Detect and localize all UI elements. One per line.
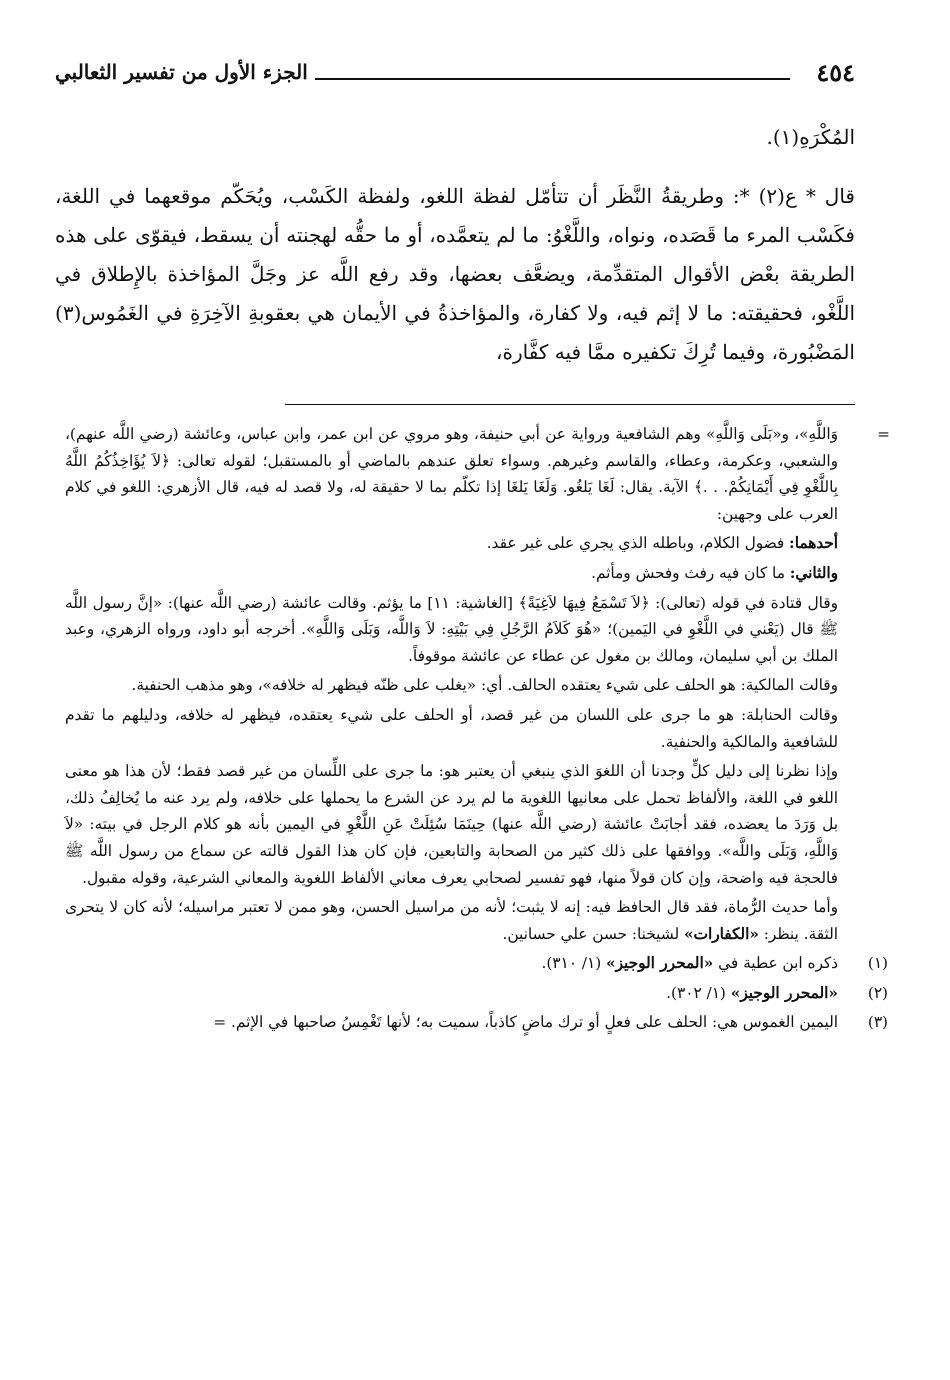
hadith-source: «الكفارات»	[683, 924, 759, 943]
page-number: ٤٥٤	[816, 58, 855, 87]
numbered-footnote-1	[65, 950, 890, 977]
footnote-reference: (١/ ٣٠٢).	[666, 983, 726, 1002]
footnote-number: (٢)	[867, 983, 888, 1002]
continuation-marker: =	[877, 425, 890, 443]
second-label: والثاني:	[789, 563, 838, 582]
footnote-text: اليمين الغموس هي: الحلف على فعلٍ أو ترك ماضٍ كاذباً، سميت به؛ لأنها تَغْمِسُ صاحبها في الإثم. =	[213, 1013, 838, 1032]
footnote-qatada: وقال قتادة في قوله (تعالى): ﴿لاَ تَسْمَعُ فِيهَا لاَغِيَةً﴾ [الغاشية: ١١] ما يؤثم. وقالت عائشة (رضي اللَّه عنها): «إنَّ رسول اللَّه ﷺ قال (يَعْني في اللَّغْوِ في اليَمين)؛ «هُوَ كَلاَمُ الرَّجُلِ فِي بَيْتِهِ: لاَ وَاللَّه، وَبَلَى وَاللَّهِ». أخرجه أبو داود، ورواه الزهري، وعبد الملك بن أبي سليمان، ومالك بن مغول عن عطاء عن عائشة موقوفاً.	[65, 593, 838, 665]
main-paragraph: قال * ع(٢) *: وطريقةُ النَّظَر أن تتأمّل لفظة اللغو، ولفظة الكَسْب، ويُحَكّم موقعهما في اللغة، فكَسْب المرء ما قَصَده، ونواه، واللَّغْوُ: ما لم يتعمَّده، أو ما حقُّه لهجنته أن يسقط، فيقوّى على هذه الطريقة بعْض الأقوال المتقدِّمة، ويضعَّف بعضها، وقد رفع اللَّه عز وجَلَّ المؤاخذة بالإِطلاق في اللَّغْو، فحقيقته: ما لا إثم فيه، ولا كفارة، والمؤاخذةُ في الأيمان هي بعقوبةِ الآخِرَةِ في الغَمُوس(٣) المَضْبُورة، وفيما تُرِكَ تكفيره ممَّا فيه كفَّارة،	[55, 184, 855, 364]
running-title: الجزء الأول من تفسير الثعالبي	[55, 60, 308, 84]
header-rule	[315, 78, 790, 80]
running-header	[55, 58, 855, 98]
footnote-source: «المحرر الوجيز»	[606, 954, 714, 973]
footnote-hanabila: وقالت الحنابلة: هو ما جرى على اللسان من غير قصد، أو الحلف على شيء يعتقده، فيظهر له خلافه، ودليلهم ما تقدم للشافعية والمالكية والحنفية.	[65, 705, 838, 751]
footnote-conclusion: وإذا نظرنا إلى دليل كلٍّ وجدنا أن اللغوَ الذي ينبغي أن يعتبر هو: ما جرى على اللِّسان من غير قصد فقط؛ لأن هذا هو معنى اللغو في اللغة، والألفاظ تحمل على معانيها اللغوية ما لم يرد عن الشرع ما يحملها على خلافه، ولم يرد عنه ما يُخالِفُ ذلك، بل وَرَدَ ما يعضده، فقد أجابَتْ عائشة (رضي اللَّه عنها) حِينَمَا سُئِلَتْ عَنِ اللَّغْوِ في اليمين بأنه هو كلام الرجل في بيته: «لاَ وَاللَّهِ، وَبَلَى واللَّه». ووافقها على ذلك كثير من الصحابة والتابعين، فإن كان هذا القول قالته عن سماع من رسول اللَّه ﷺ فالحجة فيه واضحة، وإن كان قولاً منها، فهو تفسير لصحابي يعرف معاني الألفاظ اللغوية والمعاني الشرعية، وقوله مقبول.	[65, 762, 838, 887]
footnote-source: «المحرر الوجيز»	[730, 983, 838, 1002]
footnotes	[65, 421, 890, 1039]
continuation-text: وَاللَّهِ»، و«بَلَى وَاللَّهِ» وهم الشافعية ورواية عن أبي حنيفة، وهو مروي عن ابن عمر، وابن عباس، وعائشة (رضي اللَّه عنهم)، والشعبي، وعكرمة، وعطاء، والقاسم وغيرهم. وسواء تعلق عندهم بالماضي أو بالمستقبل؛ لقوله تعالى: ﴿لاَ يُؤَاخِذُكُمُ اللَّهُ بِاللَّغْوِ فِي أَيْمَانِكُمْ. . .﴾ الآية. يقال: لَغَا يَلغُو. وَلَغَا يَلغَا إذا تكلّم بما لا حقيقة له، ولا قصد له فيه، قال الأزهري: اللغو في كلام العرب على وجهين:	[65, 425, 838, 523]
footnote-second-meaning	[65, 560, 890, 587]
footnote-separator	[285, 404, 855, 405]
footnote-text: ذكره ابن عطية في	[718, 954, 838, 973]
hadith-text: وأما حديث الرُّماة، فقد قال الحافظ فيه: إنه لا يثبت؛ لأنه من مراسيل الحسن، وهو ممن لا تعتبر مراسيله؛ لأنه كان لا يتحرى الثقة. ينظر:	[65, 898, 838, 943]
first-text: فضول الكلام، وباطله الذي يجري على غير عقد.	[486, 534, 785, 553]
first-label: أحدهما:	[789, 534, 838, 553]
hadith-author: لشيخنا: حسن علي حسانين.	[502, 924, 680, 943]
footnote-hadith	[65, 894, 890, 947]
numbered-footnote-3	[65, 1009, 890, 1036]
footnote-number: (١)	[867, 954, 888, 973]
footnote-reference: (١/ ٣١٠).	[541, 954, 602, 973]
numbered-footnote-2	[65, 980, 890, 1007]
main-text	[55, 118, 855, 372]
text-fragment: المُكْرَهِ(١).	[766, 125, 855, 149]
footnote-number: (٣)	[867, 1013, 888, 1032]
footnote-first-meaning	[65, 530, 890, 557]
footnote-continuation	[65, 421, 890, 527]
second-text: ما كان فيه رفث وفحش ومأثم.	[591, 563, 785, 582]
footnote-malikiyya: وقالت المالكية: هو الحلف على شيء يعتقده الحالف. أي: «يغلب على ظنّه فيظهر له خلافه»، وهو مذهب الحنفية.	[131, 676, 838, 695]
